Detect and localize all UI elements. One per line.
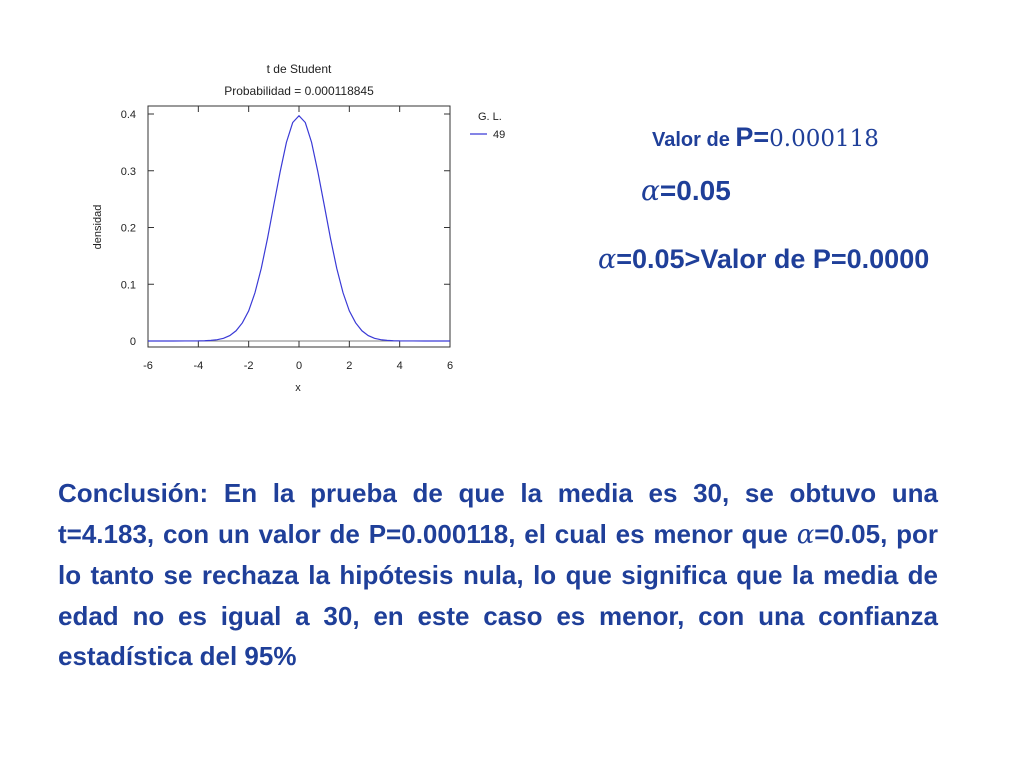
alpha-symbol: 𝛼 [641,174,660,207]
conclusion-paragraph [58,473,938,677]
x-axis-ticks [143,106,453,372]
y-tick-label: 0 [129,336,136,348]
alpha-label [641,174,731,207]
conclusion-text-2: =0.05, por lo tanto se rechaza la hipótesis nula, lo que significa que la media de edad no es igual a 30, en este caso es menor, con una confianza estadística del 95% [58,518,938,671]
t-distribution-chart [0,0,560,410]
x-tick-label: 2 [346,360,353,372]
y-tick-label: 0.2 [120,222,136,235]
x-tick-label: 6 [446,360,454,372]
conclusion-alpha-symbol: 𝛼 [796,519,815,550]
legend-entry-49: 49 [493,129,506,141]
y-tick-label: 0.1 [120,279,136,292]
plot-frame [148,106,450,347]
chart-subtitle: Probabilidad = 0.000118845 [224,84,374,98]
x-tick-label: -6 [143,360,153,372]
p-value-prefix: Valor de [652,129,736,151]
compare-text: =0.05>Valor de P=0.0000 [616,244,930,274]
x-tick-label: -2 [243,360,254,372]
x-tick-label: 0 [295,360,303,372]
y-axis-label: densidad [92,204,104,250]
p-value-p: P= [735,122,770,152]
x-tick-label: 4 [396,360,403,372]
y-tick-label: 0.3 [120,165,136,178]
x-tick-label: -4 [193,360,204,372]
y-tick-label: 0.4 [120,109,136,121]
p-value-number: 0.000118 [769,126,879,152]
x-axis-label: x [295,382,301,394]
alpha-vs-p-comparison [598,244,929,275]
alpha-value: =0.05 [659,175,731,206]
compare-alpha-symbol: 𝛼 [598,244,617,275]
legend-title: G. L. [478,111,502,123]
conclusion-text-1: Conclusión: En la prueba de que la media es 30, se obtuvo una t=4.183, con un valor de P=0.000118, el cual es menor que [58,478,938,549]
p-value-label [652,122,879,153]
series-line-49 [148,116,450,341]
chart-title: t de Student [266,62,332,76]
